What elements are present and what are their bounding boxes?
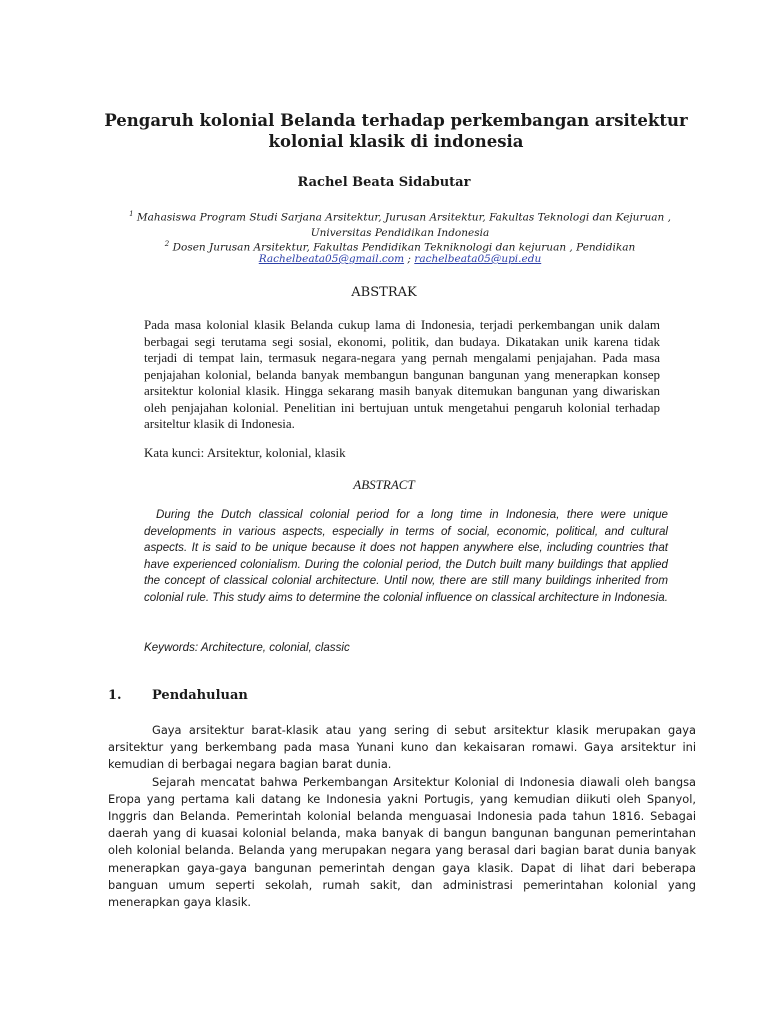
email-link-gmail[interactable]: Rachelbeata05@gmail.com	[258, 253, 405, 265]
affiliation-1-mark: 1	[129, 210, 134, 218]
paper-title: Pengaruh kolonial Belanda terhadap perkembangan arsitektur kolonial klasik di indonesia	[104, 111, 688, 151]
abstract-body: During the Dutch classical colonial period for a long time in Indonesia, there were unique developments in various aspects, especially in terms of social, economic, political, and cultural aspects. It is said to be unique because it does not happen anywhere else, including countries that have experienced colonialism. During the colonial period, the Dutch built many buildings that applied the concept of classical colonial architecture. Until now, there are still many buildings inherited from colonial rule. This study aims to determine the colonial influence on classical architecture in Indonesia.	[144, 508, 668, 604]
section-title: Pendahuluan	[152, 688, 248, 703]
abstrak-body: Pada masa kolonial klasik Belanda cukup lama di Indonesia, terjadi perkembangan unik dalam berbagai segi terutama segi sosial, ekonomi, politik, dan budaya. Dikatakan unik karena tidak terjadi di tempat lain, termasuk negara-negara yang pernah mengalami penjajahan. Pada masa penjajahan kolonial, belanda banyak membangun bangunan bangunan yang menerapkan konsep arsitektur kolonial klasik. Hingga sekarang masih banyak ditemukan bangunan yang diwariskan oleh penjajahan kolonial. Penelitian ini bertujuan untuk mengetahui pengaruh kolonial terhadap arsiteltur klasik di Indonesia.	[144, 317, 660, 431]
paragraph-1: Gaya arsitektur barat-klasik atau yang sering di sebut arsitektur klasik merupakan gaya arsitektur yang berkembang pada masa Yunani kuno dan kekaisaran romawi. Gaya arsitektur ini kemudian di berbagai negara bagian barat dunia.	[108, 723, 696, 772]
affiliation-2-mark: 2	[164, 240, 170, 248]
abstract-heading: ABSTRACT	[353, 477, 415, 492]
section-body	[108, 722, 696, 911]
section-heading-pendahuluan	[108, 688, 248, 703]
kata-kunci: Kata kunci: Arsitektur, kolonial, klasik	[144, 445, 346, 460]
section-number: 1.	[108, 688, 122, 703]
email-separator: ;	[404, 253, 415, 265]
author-name: Rachel Beata Sidabutar	[297, 175, 471, 190]
keywords-en: Keywords: Architecture, colonial, classic	[144, 641, 350, 654]
abstrak-heading: ABSTRAK	[351, 285, 417, 300]
paragraph-2: Sejarah mencatat bahwa Perkembangan Arsitektur Kolonial di Indonesia diawali oleh bangsa Eropa yang pertama kali datang ke Indonesia yakni Portugis, yang kemudian diikuti oleh Spanyol, Inggris dan Belanda. Pemerintah kolonial belanda menguasai Indonesia pada tahun 1816. Sebagai daerah yang di kuasai kolonial belanda, maka banyak di bangun bangunan bangunan pemerintahan oleh kolonial belanda. Belanda yang merupakan negara yang berasal dari bagian barat dunia banyak menerapkan gaya-gaya bangunan pemerintah dengan gaya klasik. Dapat di lihat dari beberapa banguan umum seperti sekolah, rumah sakit, dan administrasi pemerintahan kolonial yang menerapkan gaya klasik.	[108, 774, 696, 910]
author-emails	[110, 252, 690, 267]
affiliation-1-text: Mahasiswa Program Studi Sarjana Arsitektur, Jurusan Arsitektur, Fakultas Teknologi dan Kejuruan , Universitas Pendidikan Indonesia	[136, 211, 671, 239]
affiliation-2-text: Dosen Jurusan Arsitektur, Fakultas Pendidikan Tekniknologi dan kejuruan , Pendidikan	[172, 241, 636, 254]
email-link-upi[interactable]: rachelbeata05@upi.edu	[414, 253, 542, 265]
affiliation-1	[110, 207, 690, 241]
